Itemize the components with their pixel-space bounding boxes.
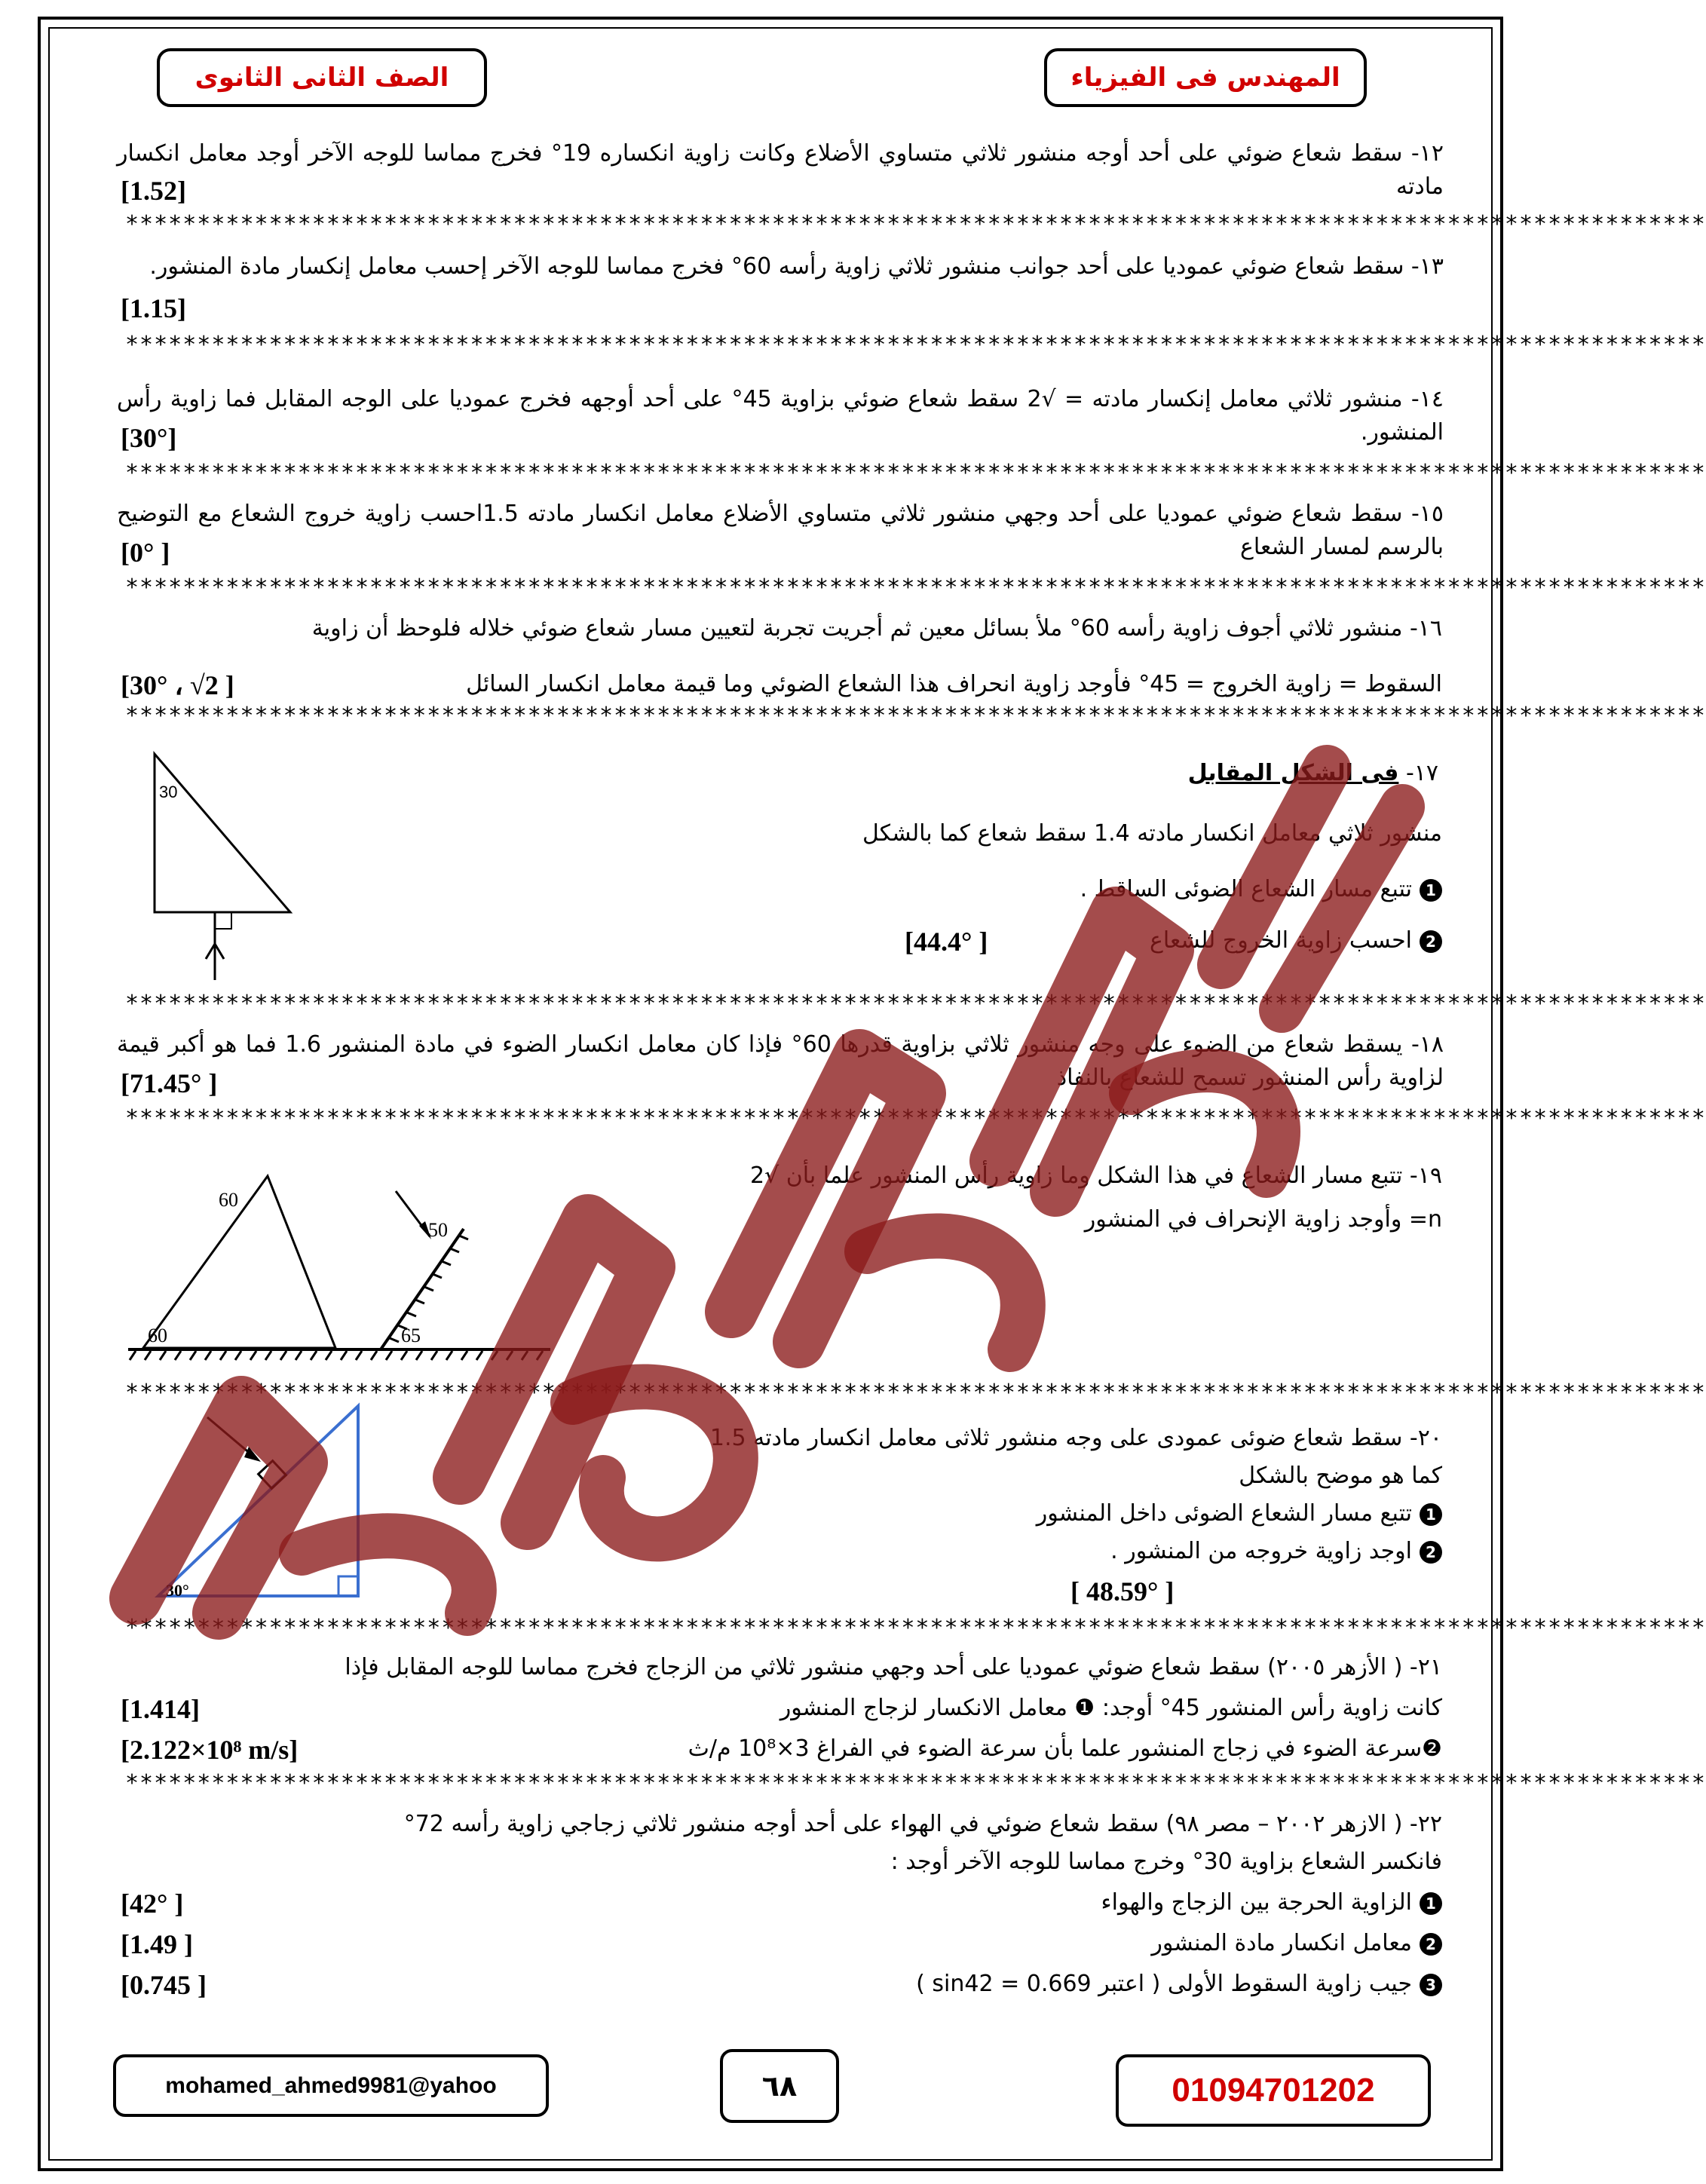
question-19-line2: n= وأوجد زاوية الإنحراف في المنشور [1084, 1206, 1442, 1233]
question-15: ١٥- سقط شعاع ضوئي عموديا على أحد وجهي منشور ثلاثي متساوي الأضلاع معامل انكسار مادته 1.5احسب زاوية خروج الشعاع مع التوضيح بالرسم لمسار الشعاع [117, 501, 1444, 560]
header-grade-box [157, 48, 487, 107]
figure-19-ground-angle: 65 [401, 1325, 421, 1346]
question-17-item1-text: تتبع مسار الشعاع الضوئى الساقط . [1080, 876, 1412, 902]
bullet-1-icon: 1 [1420, 1892, 1442, 1915]
question-22-item2-text: معامل انكسار مادة المنشور [1151, 1930, 1412, 1956]
answer-21b: [2.122×10⁸ m/s] [121, 1735, 299, 1765]
question-17-item1 [1080, 873, 1442, 906]
figure-19-apex-angle: 60 [219, 1189, 238, 1211]
separator-line: ************************************************************************************************************** [125, 1770, 1706, 1797]
question-17-title [1188, 757, 1438, 790]
question-16-line1: ١٦- منشور ثلاثي أجوف زاوية رأسه 60° ملأ بسائل معين ثم أجريت تجربة لتعيين مسار شعاع ضوئي خلاله فلوحظ أن زاوية [311, 615, 1442, 642]
answer-21a: [1.414] [121, 1694, 200, 1724]
bullet-2-icon: 2 [1420, 1541, 1442, 1564]
question-17-item2 [1150, 924, 1442, 957]
footer-phone-box [1116, 2054, 1431, 2127]
question-22-line1: ٢٢- ( الازهر ٢٠٠٢ – مصر ٩٨) سقط شعاع ضوئي في الهواء على أحد أوجه منشور ثلاثي زجاجي زاوية رأسه 72° [403, 1811, 1442, 1837]
figure-19-mirror-angle: 50 [428, 1219, 448, 1241]
bullet-3-icon: 3 [1420, 1974, 1442, 1996]
question-22-item2 [1151, 1927, 1442, 1960]
question-22-item3-text: جيب زاوية السقوط الأولى ( اعتبر sin42 = 0.669 ) [916, 1971, 1412, 1997]
answer-12: [1.52] [121, 176, 186, 206]
question-17-line1: منشور ثلاثي معامل انكسار مادته 1.4 سقط شعاع كما بالشكل [862, 820, 1442, 847]
figure-17-prism [139, 746, 313, 988]
question-20-line2: كما هو موضح بالشكل [1239, 1463, 1442, 1489]
answer-22c: [0.745 ] [121, 1970, 207, 2000]
question-20-item1 [1037, 1497, 1442, 1530]
question-18: ١٨- يسقط شعاع من الضوء على وجه منشور ثلاثي بزاوية قدرها 60° فإذا كان معامل انكسار الضوء في مادة المنشور 1.6 فما هو أكبر قيمة لزاوية رأس المنشور تسمح للشعاع بالنفاذ [117, 1031, 1444, 1091]
figure-17-angle-label: 30 [159, 783, 178, 801]
separator-line: ************************************************************************************************************** [125, 1615, 1706, 1641]
question-17-item2-text: احسب زاوية الخروج للشعاع [1149, 927, 1412, 954]
footer-email-box [113, 2054, 549, 2117]
footer-page-number-box [720, 2049, 839, 2123]
question-21-line2: كانت زاوية رأس المنشور 45° أوجد: ❶ معامل الانكسار لزجاج المنشور [779, 1695, 1442, 1721]
question-14: ١٤- منشور ثلاثي معامل إنكسار مادته = √2 سقط شعاع ضوئي بزاوية 45° على أحد أوجهه فخرج عموديا على الوجه المقابل فما زاوية رأس المنشور. [117, 386, 1444, 446]
answer-18: [71.45° ] [121, 1068, 218, 1098]
footer-phone: 01094701202 [1172, 2072, 1375, 2109]
figure-20-angle-label: 30° [166, 1581, 189, 1600]
bullet-1-icon: 1 [1420, 1503, 1442, 1526]
separator-line: ************************************************************************************************************** [125, 1380, 1706, 1406]
question-22-line2: فانكسر الشعاع بزاوية 30° وخرج مماسا للوجه الآخر أوجد : [890, 1849, 1442, 1875]
figure-20-prism [151, 1398, 377, 1602]
separator-line: ************************************************************************************************************** [125, 991, 1706, 1017]
question-16-line2: السقوط = زاوية الخروج = 45° فأوجد زاوية انحراف هذا الشعاع الضوئي وما قيمة معامل انكسار السائل [466, 671, 1442, 697]
figure-19-base-angle: 60 [148, 1325, 167, 1346]
answer-20: [ 48.59° ] [1070, 1576, 1175, 1607]
answer-22a: [42° ] [121, 1888, 184, 1919]
question-21-line1: ٢١- ( الأزهر ٢٠٠٥) سقط شعاع ضوئي عموديا على أحد وجهي منشور ثلاثي من الزجاج فخرج مماسا للوجه المقابل فإذا [345, 1654, 1442, 1680]
page-number: ٦٨ [761, 2069, 798, 2103]
question-12: ١٢- سقط شعاع ضوئي على أحد أوجه منشور ثلاثي متساوي الأضلاع وكانت زاوية انكساره 19° فخرج مماسا للوجه الآخر أوجد معامل انكسار مادته [117, 140, 1444, 200]
header-grade-title: الصف الثانى الثانوى [194, 63, 449, 93]
separator-line: ************************************************************************************************************** [125, 1105, 1706, 1132]
footer-email: mohamed_ahmed9981@yahoo [165, 2072, 497, 2098]
bullet-2-icon: 2 [1420, 930, 1442, 953]
answer-22b: [1.49 ] [121, 1929, 193, 1959]
answer-17: [44.4° ] [905, 927, 988, 957]
question-13: ١٣- سقط شعاع ضوئي عموديا على أحد جوانب منشور ثلاثي زاوية رأسه 60° فخرج مماسا للوجه الآخر إحسب معامل إنكسار مادة المنشور. [149, 253, 1444, 280]
answer-16: [30° ، √2 ] [121, 670, 234, 700]
separator-line: ************************************************************************************************************** [125, 703, 1706, 729]
question-21-line3: ❷سرعة الضوء في زجاج المنشور علما بأن سرعة الضوء في الفراغ 3×10⁸ م/ث [688, 1735, 1442, 1762]
question-19-line1: ١٩- تتبع مسار الشعاع في هذا الشكل وما زاوية رأس المنشور علما بأن √2 [750, 1162, 1442, 1189]
answer-15: [0° ] [121, 538, 170, 568]
answer-13: [1.15] [121, 293, 186, 323]
question-22-item1 [1101, 1886, 1443, 1919]
bullet-2-icon: 2 [1420, 1933, 1442, 1956]
question-20-item2 [1110, 1535, 1442, 1568]
header-subject-box [1044, 48, 1367, 107]
question-22-item3 [916, 1968, 1442, 2001]
separator-line: ************************************************************************************************************** [125, 332, 1706, 358]
question-17-heading: فى الشكل المقابل [1187, 760, 1399, 786]
figure-19-prism-mirror [121, 1161, 558, 1365]
separator-line: ************************************************************************************************************** [125, 211, 1706, 237]
separator-line: ************************************************************************************************************** [125, 460, 1706, 486]
question-22-item1-text: الزاوية الحرجة بين الزجاج والهواء [1101, 1889, 1412, 1916]
header-subject-title: المهندس فى الفيزياء [1070, 63, 1340, 93]
bullet-1-icon: 1 [1420, 879, 1442, 902]
question-17-number: ١٧- [1405, 760, 1438, 786]
question-20-item1-text: تتبع مسار الشعاع الضوئى داخل المنشور [1036, 1500, 1412, 1527]
question-20-line1: ٢٠- سقط شعاع ضوئى عمودى على وجه منشور ثلاثى معامل انكسار مادته 1.5 [709, 1425, 1442, 1451]
answer-14: [30°] [121, 423, 177, 453]
separator-line: ************************************************************************************************************** [125, 574, 1706, 601]
question-20-item2-text: اوجد زاوية خروجه من المنشور . [1110, 1538, 1412, 1564]
